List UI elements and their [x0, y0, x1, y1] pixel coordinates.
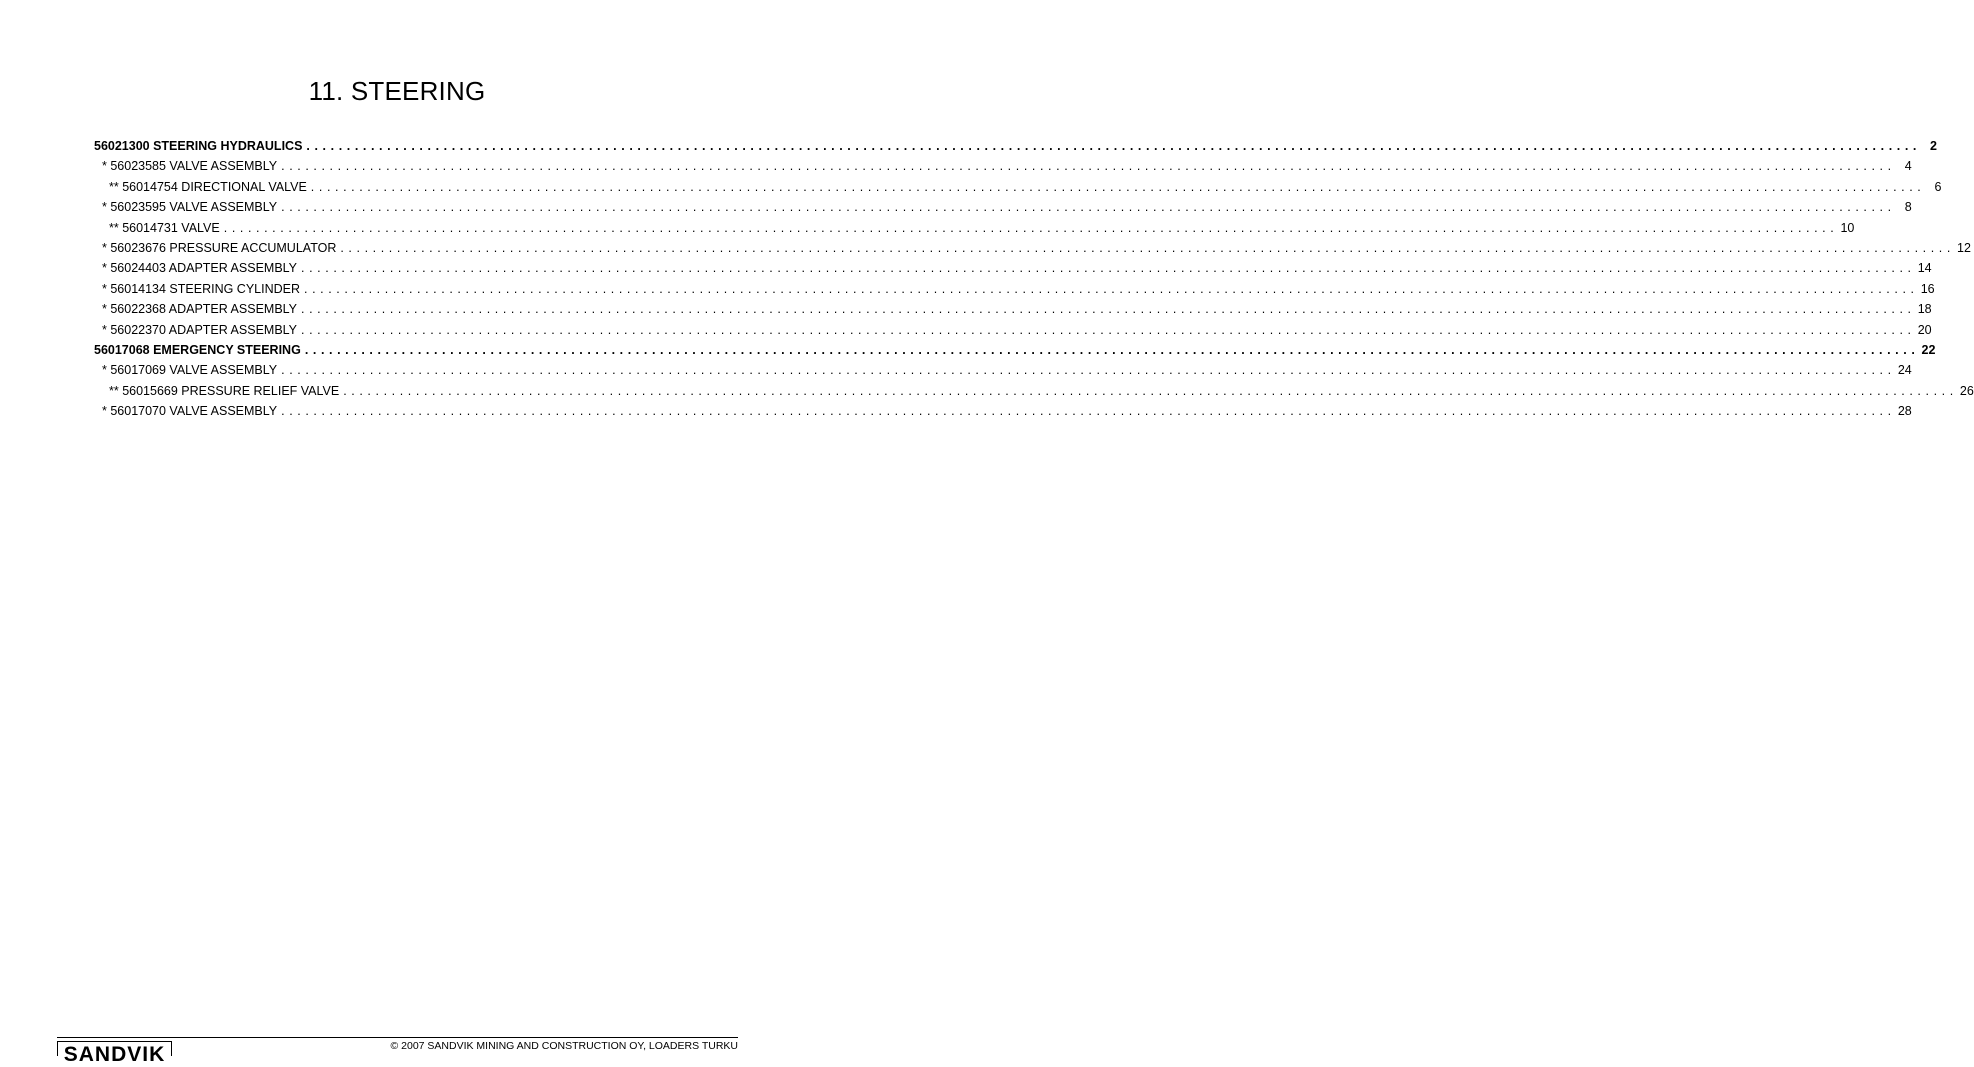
toc-entry-title: * 56017070 VALVE ASSEMBLY: [102, 404, 278, 419]
toc-entry-title: * 56014134 STEERING CYLINDER: [102, 281, 301, 296]
toc-entry-title: * 56023585 VALVE ASSEMBLY: [102, 159, 278, 174]
dot-leader: ........................................................................................................................................................................................................: [301, 261, 1916, 276]
toc-entry-page-number: 26: [1959, 383, 1974, 398]
toc-entry-page-number: 20: [1917, 322, 1932, 337]
toc-entry[interactable]: [94, 258, 1932, 278]
dot-leader: ........................................................................................................................................................................................................: [281, 159, 1896, 174]
toc-entry-page-number: 12: [1957, 240, 1971, 255]
page-title: 11. STEERING: [308, 76, 486, 106]
dot-leader: ........................................................................................................................................................................................................: [304, 281, 1919, 296]
toc-entry-page-number: 18: [1917, 302, 1932, 317]
toc-entry[interactable]: [94, 136, 1937, 156]
toc-entry-title: * 56022370 ADAPTER ASSEMBLY: [102, 322, 298, 337]
toc-entry[interactable]: [94, 218, 1855, 238]
sandvik-logo: [57, 1041, 172, 1066]
toc-entry-page-number: 6: [1934, 179, 1942, 194]
dot-leader: ........................................................................................................................................................................................................: [281, 363, 1896, 378]
dot-leader: ........................................................................................................................................................................................................: [301, 302, 1916, 317]
dot-leader: ........................................................................................................................................................................................................: [223, 220, 1839, 235]
toc-entry[interactable]: [94, 360, 1912, 380]
dot-leader: ........................................................................................................................................................................................................: [304, 342, 1920, 357]
toc-entry-title: * 56022368 ADAPTER ASSEMBLY: [102, 302, 298, 317]
toc-entry[interactable]: [94, 320, 1932, 340]
toc-entry[interactable]: [94, 381, 1974, 401]
toc-entry-title: * 56017069 VALVE ASSEMBLY: [102, 363, 278, 378]
toc-entry-title: * 56023676 PRESSURE ACCUMULATOR: [102, 240, 337, 255]
dot-leader: ........................................................................................................................................................................................................: [281, 200, 1896, 215]
toc-entry-title: 56017068 EMERGENCY STEERING: [94, 342, 301, 357]
toc-entry[interactable]: [94, 401, 1912, 421]
toc-entry-page-number: 2: [1930, 139, 1937, 153]
dot-leader: ........................................................................................................................................................................................................: [301, 322, 1916, 337]
footer-copyright: © 2007 SANDVIK MINING AND CONSTRUCTION OY, LOADERS TURKU: [390, 1040, 738, 1052]
toc-entry-title: * 56024403 ADAPTER ASSEMBLY: [102, 261, 298, 276]
toc-entry-page-number: 14: [1917, 261, 1932, 276]
toc-entry[interactable]: [94, 156, 1912, 176]
dot-leader: ........................................................................................................................................................................................................: [343, 383, 1958, 398]
toc-entry-page-number: 4: [1904, 159, 1912, 174]
toc-entry[interactable]: [94, 340, 1936, 360]
toc-entry-title: * 56023595 VALVE ASSEMBLY: [102, 200, 278, 215]
toc-entry-title: 56021300 STEERING HYDRAULICS: [94, 139, 303, 153]
toc-entry-page-number: 24: [1897, 363, 1912, 378]
footer-divider: [57, 1037, 738, 1038]
toc-entry[interactable]: [94, 197, 1912, 217]
toc-entry-page-number: 22: [1921, 342, 1936, 357]
toc-entry-title: ** 56015669 PRESSURE RELIEF VALVE: [109, 383, 340, 398]
toc-entry-page-number: 16: [1920, 281, 1935, 296]
dot-leader: ........................................................................................................................................................................................................: [306, 139, 1921, 153]
toc-entry[interactable]: [94, 238, 1971, 258]
toc-entry-page-number: 8: [1904, 200, 1912, 215]
toc-entry[interactable]: [94, 279, 1935, 299]
toc-entry-page-number: 28: [1897, 404, 1912, 419]
toc-entry[interactable]: [94, 299, 1932, 319]
toc-entry-title: ** 56014731 VALVE: [109, 220, 220, 235]
toc-entry-page-number: 10: [1840, 220, 1855, 235]
dot-leader: ........................................................................................................................................................................................................: [310, 179, 1926, 194]
table-of-contents: [94, 136, 1974, 421]
toc-entry-title: ** 56014754 DIRECTIONAL VALVE: [109, 179, 307, 194]
logo-text: SANDVIK: [63, 1043, 166, 1066]
toc-entry[interactable]: [94, 177, 1942, 197]
dot-leader: ........................................................................................................................................................................................................: [340, 240, 1955, 255]
dot-leader: ........................................................................................................................................................................................................: [281, 404, 1896, 419]
